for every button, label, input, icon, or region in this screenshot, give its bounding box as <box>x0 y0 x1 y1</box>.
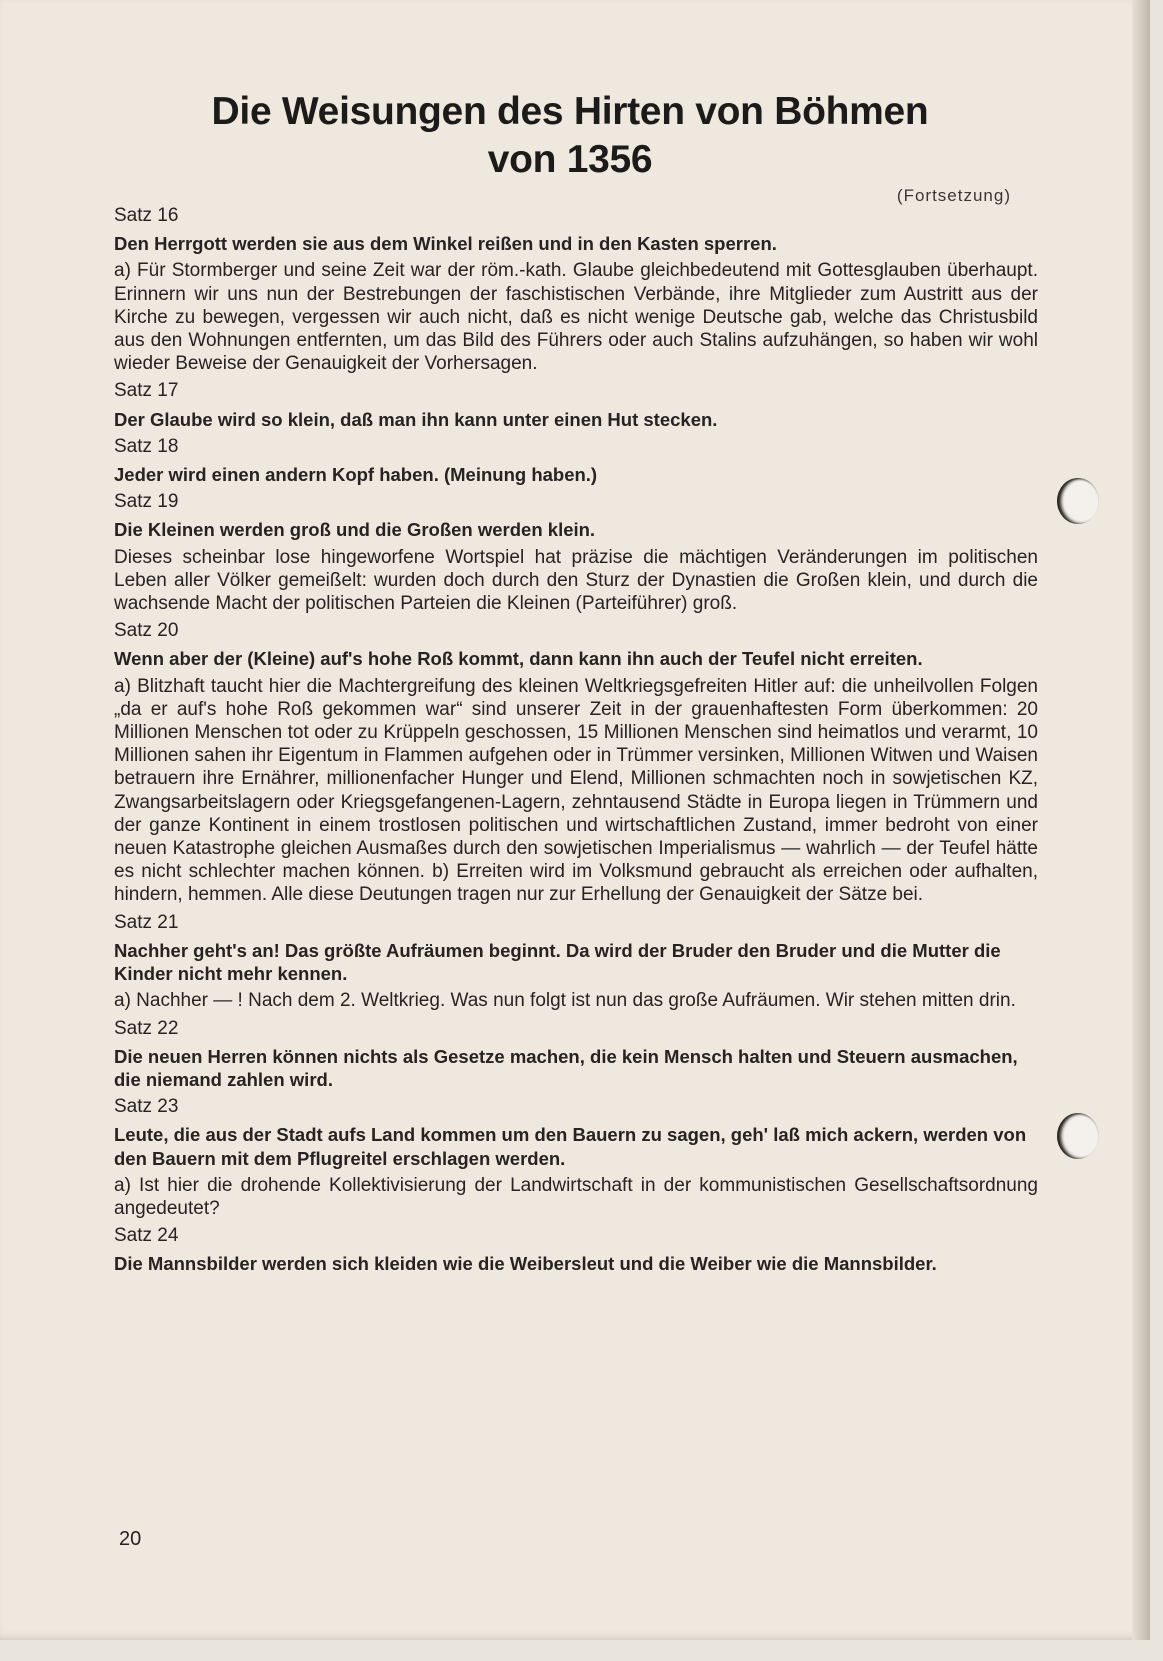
commentary-paragraph: a) Blitzhaft taucht hier die Machtergreifung des kleinen Weltkriegsgefreiten Hitler auf: die unheilvollen Folgen „da er auf's hohe Roß gekommen war“ sind unserer Zeit in der grauenhaftesten Form überkommen: 20 Millionen Menschen tot oder zu Krüppeln geschossen, 15 Millionen Menschen sind heimatlos und verarmt, 10 Millionen sahen ihr Eigentum in Flammen aufgehen oder in Trümmer versinken, Millionen Witwen und Waisen betrauern ihre Ernährer, millionenfacher Hunger und Elend, Millionen schmachten noch in sowjetischen KZ, Zwangsarbeitslagern oder Kriegsgefangenen-Lagern, zehntausend Städte in Europa liegen in Trümmern und der ganze Kontinent in einem trostlosen politischen und wirtschaftlichen Zustand, immer bedroht von einer neuen Katastrophe gleichen Ausmaßes durch den sowjetischen Imperialismus — wahrlich — der Teufel hätte es nicht schlechter machen können. b) Erreiten wird im Volksmund gebraucht als erreichen oder aufhalten, hindern, hemmen. Alle diese Deutungen tragen nur zur Erhellung der Genauigkeit der Sätze bei. <box>114 675 1038 906</box>
punch-hole <box>1057 1113 1099 1159</box>
sentence-label: Satz 20 <box>114 620 179 642</box>
article-body <box>114 204 1038 1280</box>
continuation-note: (Fortsetzung) <box>896 186 1011 205</box>
sentence-label: Satz 22 <box>114 1017 179 1039</box>
commentary-paragraph: a) Für Stormberger und seine Zeit war der röm.-kath. Glaube gleichbedeutend mit Gottesglauben überhaupt. Erinnern wir uns nun der Bestrebungen der faschistischen Verbände, ihre Mitglieder zum Austritt aus der Kirche zu bewegen, vergessen wir auch nicht, daß es nicht wenige Deutsche gab, welche das Christusbild aus den Wohnungen entfernten, um das Bild des Führers oder auch Stalins aufzuhängen, so haben wir wohl wieder Beweise der Genauigkeit der Vorhersagen. <box>114 260 1038 375</box>
sentence-label: Satz 16 <box>114 205 179 226</box>
page-number: 20 <box>119 1528 142 1550</box>
sentence-label: Satz 23 <box>114 1096 179 1118</box>
prophecy-quote: Wenn aber der (Kleine) auf's hohe Roß kommt, dann kann ihn auch der Teufel nicht erreiten. <box>114 648 923 670</box>
sentence-label: Satz 18 <box>114 435 179 457</box>
sentence-label: Satz 24 <box>114 1225 179 1247</box>
sentence-label: Satz 19 <box>114 491 179 513</box>
sentence-label: Satz 21 <box>114 911 179 933</box>
prophecy-quote: Den Herrgott werden sie aus dem Winkel reißen und in den Kasten sperren. <box>114 233 777 255</box>
prophecy-quote: Jeder wird einen andern Kopf haben. (Meinung haben.) <box>114 464 598 486</box>
prophecy-quote: Nachher geht's an! Das größte Aufräumen beginnt. Da wird der Bruder den Bruder und die Mutter die Kinder nicht mehr kennen. <box>114 939 1001 985</box>
page-title: Die Weisungen des Hirten von Böhmen von 1356 <box>211 90 929 181</box>
binding-edge <box>1132 0 1150 1640</box>
prophecy-quote: Die Kleinen werden groß und die Großen werden klein. <box>114 519 596 541</box>
prophecy-quote: Leute, die aus der Stadt aufs Land kommen um den Bauern zu sagen, geh' laß mich ackern, werden von den Bauern mit dem Pflugreitel erschlagen werden. <box>114 1124 1027 1169</box>
commentary-paragraph: a) Ist hier die drohende Kollektivisierung der Landwirtschaft in der kommunistischen Gesellschaftsordnung angedeutet? <box>114 1174 1038 1219</box>
punch-hole <box>1057 478 1099 524</box>
commentary-paragraph: a) Nachher — ! Nach dem 2. Weltkrieg. Was nun folgt ist nun das große Aufräumen. Wir stehen mitten drin. <box>114 990 1016 1012</box>
prophecy-quote: Die neuen Herren können nichts als Gesetze machen, die kein Mensch halten und Steuern ausmachen, die niemand zahlen wird. <box>114 1045 1018 1090</box>
prophecy-quote: Der Glaube wird so klein, daß man ihn kann unter einen Hut stecken. <box>114 408 718 430</box>
prophecy-quote: Die Mannsbilder werden sich kleiden wie die Weibersleut und die Weiber wie die Mannsbilder. <box>114 1253 937 1275</box>
sentence-label: Satz 17 <box>114 380 179 402</box>
commentary-paragraph: Dieses scheinbar lose hingeworfene Wortspiel hat präzise die mächtigen Veränderungen im politischen Leben aller Völker gemeißelt: wurden doch durch den Sturz der Dynastien die Großen klein, und durch die wachsende Macht der politischen Parteien die Kleinen (Parteiführer) groß. <box>114 546 1038 615</box>
